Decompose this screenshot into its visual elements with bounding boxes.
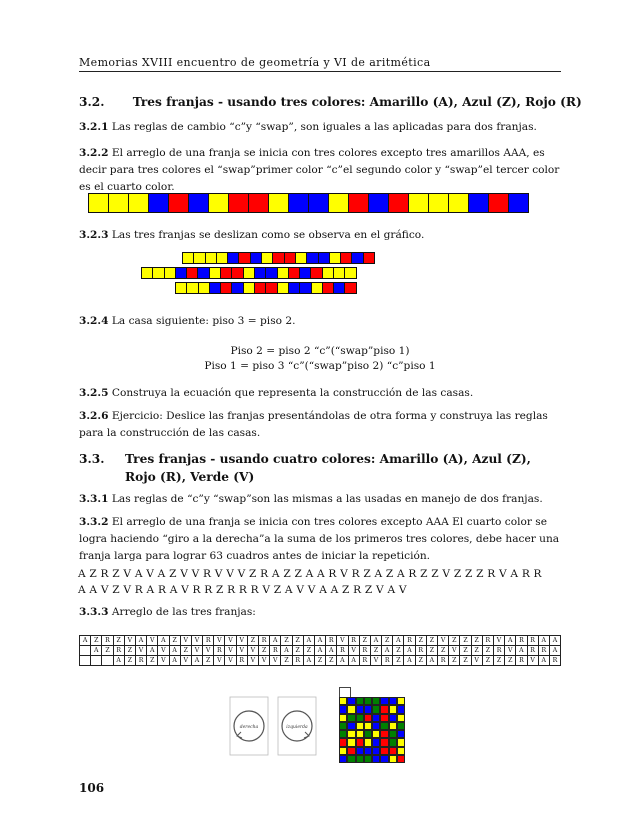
- table-cell: A: [505, 636, 516, 646]
- strip-cell: [228, 193, 249, 213]
- table-cell: A: [303, 656, 314, 666]
- grid-cell: [389, 747, 397, 755]
- grid-cell: [356, 730, 364, 738]
- grid-cell: [372, 714, 380, 722]
- table-cell: R: [549, 656, 560, 666]
- table-cell: V: [236, 646, 247, 656]
- table-cell: Z: [203, 656, 214, 666]
- table-cell: Z: [382, 636, 393, 646]
- grid-cell: [397, 755, 405, 763]
- grid-cell: [397, 697, 405, 705]
- grid-cell: [339, 697, 347, 705]
- paragraph-text: El arreglo de una franja se inicia con tres colores excepto AAA El cuarto color se logra haciendo “giro a la derecha”a la suma de los primeros tres colores, debe hacer una franja larga para lograr 63 cuadros antes de iniciar la repetición.: [79, 516, 560, 562]
- table-cell: V: [259, 656, 270, 666]
- table-cell: V: [236, 636, 247, 646]
- equation-2: Piso 1 = piso 3 “c”(“swap”piso 2) “c”piso 1: [204, 360, 436, 372]
- table-cell: R: [135, 656, 146, 666]
- table-cell: V: [158, 646, 169, 656]
- grid-cell: [364, 755, 372, 763]
- table-cell: Z: [449, 636, 460, 646]
- table-cell: A: [270, 636, 281, 646]
- grid-cell: [347, 697, 355, 705]
- table-cell: Z: [281, 656, 292, 666]
- table-cell: V: [270, 656, 281, 666]
- table-cell: Z: [505, 656, 516, 666]
- table-cell: V: [438, 636, 449, 646]
- table-cell: [80, 656, 91, 666]
- grid-cell: [339, 730, 347, 738]
- strip-cell: [88, 193, 109, 213]
- paragraph-3-2-6: [79, 408, 561, 442]
- paragraph-3-2-5: [79, 385, 561, 402]
- table-cell: R: [527, 646, 538, 656]
- table-cell: R: [214, 646, 225, 656]
- table-cell: R: [236, 656, 247, 666]
- strip-cell: [128, 193, 149, 213]
- grid-cell: [389, 730, 397, 738]
- paragraph-number: 3.2.5: [79, 387, 109, 399]
- grid-cell: [372, 697, 380, 705]
- grid-cell: [389, 722, 397, 730]
- table-cell: Z: [449, 656, 460, 666]
- table-cell: V: [247, 646, 258, 656]
- derecha-label: derecha: [239, 725, 259, 730]
- strip-cell: [288, 193, 309, 213]
- table-cell: Z: [471, 636, 482, 646]
- table-cell: R: [326, 636, 337, 646]
- table-cell: R: [359, 656, 370, 666]
- table-cell: A: [80, 636, 91, 646]
- grid-cell: [389, 755, 397, 763]
- strip-cell: [248, 193, 269, 213]
- equation-1: Piso 2 = piso 2 “c”(“swap”piso 1): [230, 345, 410, 357]
- table-cell: R: [259, 636, 270, 646]
- table-cell: A: [281, 646, 292, 656]
- table-cell: Z: [482, 656, 493, 666]
- table-cell: A: [158, 636, 169, 646]
- table-cell: A: [113, 656, 124, 666]
- grid-cell: [339, 738, 347, 746]
- grid-cell: [389, 714, 397, 722]
- table-cell: A: [314, 636, 325, 646]
- table-cell: A: [91, 646, 102, 656]
- table-cell: A: [538, 636, 549, 646]
- table-cell: V: [337, 636, 348, 646]
- strip-cell: [344, 282, 356, 294]
- table-cell: A: [169, 646, 180, 656]
- strip-cell: [468, 193, 489, 213]
- paragraph-3-2-4: [79, 313, 561, 330]
- grid-cell: [356, 714, 364, 722]
- table-cell: Z: [303, 646, 314, 656]
- paragraph-text: El arreglo de una franja se inicia con tres colores excepto tres amarillos AAA, es decir para tres colores el “swap”primer color “c”el segundo color y “swap”el tercer color es el cuarto color.: [79, 147, 560, 193]
- table-cell: [102, 656, 113, 666]
- table-cell: A: [337, 656, 348, 666]
- paragraph-text: Construya la ecuación que representa la construcción de las casas.: [108, 387, 474, 399]
- section-3-3-heading: [79, 450, 559, 486]
- strip-cell: [108, 193, 129, 213]
- grid-cell: [347, 738, 355, 746]
- grid-cell: [339, 714, 347, 722]
- strip-cell: [328, 193, 349, 213]
- grid-cell: [364, 730, 372, 738]
- sliding-strip: [175, 282, 356, 294]
- table-cell: A: [404, 646, 415, 656]
- table-cell: Z: [147, 656, 158, 666]
- table-cell: A: [169, 656, 180, 666]
- rotation-diagram: [224, 685, 324, 765]
- grid-cell: [380, 755, 388, 763]
- table-cell: V: [158, 656, 169, 666]
- table-cell: Z: [415, 656, 426, 666]
- paragraph-number: 3.3.1: [79, 493, 109, 505]
- grid-cell: [372, 722, 380, 730]
- table-cell: A: [370, 636, 381, 646]
- section-title: Tres franjas - usando cuatro colores: Amarillo (A), Azul (Z), Rojo (R), Verde (V): [125, 452, 531, 484]
- grid-cell: [347, 722, 355, 730]
- grid-cell: [356, 697, 364, 705]
- table-cell: Z: [438, 646, 449, 656]
- table-cell: V: [449, 646, 460, 656]
- table-cell: A: [314, 646, 325, 656]
- table-cell: V: [180, 656, 191, 666]
- strip-cell: [428, 193, 449, 213]
- table-cell: Z: [91, 636, 102, 646]
- table-cell: Z: [292, 636, 303, 646]
- table-cell: A: [191, 656, 202, 666]
- table-cell: Z: [393, 656, 404, 666]
- table-cell: Z: [281, 636, 292, 646]
- table-cell: Z: [292, 646, 303, 656]
- table-cell: A: [135, 636, 146, 646]
- single-strip: [88, 193, 528, 213]
- grid-cell: [364, 714, 372, 722]
- table-cell: Z: [460, 646, 471, 656]
- paragraph-text: Las reglas de cambio “c”y “swap”, son iguales a las aplicadas para dos franjas.: [108, 121, 537, 133]
- paragraph-3-3-3: [79, 604, 561, 621]
- table-cell: V: [214, 656, 225, 666]
- izquierda-label: izquierda: [286, 725, 308, 730]
- table-cell: A: [382, 646, 393, 656]
- sequence-line-2: A A V Z V R A R A V R R Z R R R V Z A V V A A Z R Z V A V: [78, 584, 407, 596]
- paragraph-number: 3.2.1: [79, 121, 109, 133]
- strip-cell: [268, 193, 289, 213]
- table-cell: R: [292, 656, 303, 666]
- paragraph-3-2-1: [79, 119, 561, 136]
- table-cell: A: [147, 646, 158, 656]
- table-cell: Z: [370, 646, 381, 656]
- paragraph-text: La casa siguiente: piso 3 = piso 2.: [108, 315, 296, 327]
- grid-cell: [347, 714, 355, 722]
- grid-cell: [372, 738, 380, 746]
- table-cell: V: [203, 646, 214, 656]
- strip-cell: [188, 193, 209, 213]
- table-cell: A: [516, 646, 527, 656]
- sliding-strip: [141, 267, 356, 279]
- paragraph-number: 3.2.2: [79, 147, 109, 159]
- table-cell: V: [214, 636, 225, 646]
- table-cell: [91, 656, 102, 666]
- table-cell: Z: [247, 636, 258, 646]
- table-cell: Z: [259, 646, 270, 656]
- table-cell: R: [270, 646, 281, 656]
- grid-cell: [356, 705, 364, 713]
- table-cell: Z: [393, 646, 404, 656]
- table-row: [80, 646, 561, 656]
- paragraph-3-2-2: [79, 145, 561, 196]
- table-cell: V: [247, 656, 258, 666]
- strip-letter-table: [79, 635, 561, 666]
- table-cell: V: [191, 636, 202, 646]
- table-cell: V: [135, 646, 146, 656]
- table-cell: Z: [124, 656, 135, 666]
- table-cell: V: [370, 656, 381, 666]
- grid-cell: [347, 730, 355, 738]
- table-cell: Z: [124, 646, 135, 656]
- grid-cell: [347, 747, 355, 755]
- table-cell: A: [404, 656, 415, 666]
- table-cell: A: [549, 636, 560, 646]
- table-cell: A: [538, 656, 549, 666]
- paragraph-text: Arreglo de las tres franjas:: [108, 606, 256, 618]
- table-cell: V: [191, 646, 202, 656]
- table-cell: Z: [471, 646, 482, 656]
- table-cell: R: [438, 656, 449, 666]
- paragraph-text: Las tres franjas se deslizan como se observa en el gráfico.: [108, 229, 425, 241]
- grid-cell: [339, 722, 347, 730]
- grid-cell: [380, 747, 388, 755]
- grid-cell: [372, 747, 380, 755]
- grid-cell: [380, 738, 388, 746]
- table-cell: R: [404, 636, 415, 646]
- grid-cell: [347, 755, 355, 763]
- table-cell: R: [516, 656, 527, 666]
- grid-cell: [397, 722, 405, 730]
- grid-cell: [397, 714, 405, 722]
- strip-cell: [388, 193, 409, 213]
- section-number: 3.2.: [79, 95, 105, 109]
- table-cell: A: [303, 636, 314, 646]
- table-cell: R: [382, 656, 393, 666]
- table-cell: V: [225, 646, 236, 656]
- grid-cell: [380, 730, 388, 738]
- table-cell: Z: [326, 656, 337, 666]
- table-cell: R: [527, 636, 538, 646]
- table-cell: Z: [493, 656, 504, 666]
- section-3-2-heading: [79, 95, 582, 109]
- grid-cell: [339, 705, 347, 713]
- grid-cell: [380, 722, 388, 730]
- paragraph-3-3-2: [79, 514, 561, 565]
- paragraph-number: 3.2.6: [79, 410, 109, 422]
- table-cell: A: [326, 646, 337, 656]
- table-cell: Z: [359, 636, 370, 646]
- table-cell: R: [348, 636, 359, 646]
- table-cell: A: [393, 636, 404, 646]
- table-cell: A: [348, 656, 359, 666]
- grid-cell: [356, 747, 364, 755]
- table-cell: V: [527, 656, 538, 666]
- paragraph-number: 3.2.4: [79, 315, 109, 327]
- paragraph-number: 3.2.3: [79, 229, 109, 241]
- grid-cell: [380, 714, 388, 722]
- grid-cell: [364, 722, 372, 730]
- table-cell: Z: [426, 636, 437, 646]
- strip-cell: [208, 193, 229, 213]
- grid-cell: [389, 697, 397, 705]
- strip-cell: [348, 193, 369, 213]
- grid-cell: [356, 755, 364, 763]
- strip-cell: [308, 193, 329, 213]
- sequence-line-1: A Z R Z V A V A Z V V R V V V Z R A Z Z A A R V R Z A Z A R Z Z V Z Z Z R V A R R: [78, 568, 542, 580]
- table-cell: Z: [426, 646, 437, 656]
- table-cell: Z: [169, 636, 180, 646]
- grid-cell: [364, 705, 372, 713]
- table-cell: V: [124, 636, 135, 646]
- table-cell: R: [359, 646, 370, 656]
- table-cell: R: [538, 646, 549, 656]
- table-cell: V: [348, 646, 359, 656]
- header-rule: [79, 71, 561, 72]
- table-cell: R: [203, 636, 214, 646]
- table-cell: A: [549, 646, 560, 656]
- table-cell: V: [180, 636, 191, 646]
- strip-cell: [368, 193, 389, 213]
- paragraph-3-2-3: [79, 227, 561, 244]
- table-cell: V: [225, 656, 236, 666]
- grid-cell: [347, 705, 355, 713]
- table-cell: V: [505, 646, 516, 656]
- grid-cell: [356, 738, 364, 746]
- grid-cell: [397, 705, 405, 713]
- section-number: 3.3.: [79, 452, 105, 466]
- grid-cell: [339, 755, 347, 763]
- table-cell: Z: [460, 636, 471, 646]
- table-cell: Z: [314, 656, 325, 666]
- table-cell: R: [113, 646, 124, 656]
- table-cell: R: [102, 636, 113, 646]
- grid-cell: [389, 705, 397, 713]
- grid-cell: [372, 705, 380, 713]
- strip-cell: [363, 252, 375, 264]
- table-cell: R: [516, 636, 527, 646]
- strip-cell: [408, 193, 429, 213]
- sliding-strip: [182, 252, 374, 264]
- strip-cell: [148, 193, 169, 213]
- table-cell: Z: [415, 636, 426, 646]
- grid-cell: [397, 747, 405, 755]
- grid-cell: [364, 697, 372, 705]
- paragraph-3-3-1: [79, 491, 561, 508]
- table-row: [80, 656, 561, 666]
- table-row: [80, 636, 561, 646]
- table-cell: Z: [102, 646, 113, 656]
- section-title: Tres franjas - usando tres colores: Amarillo (A), Azul (Z), Rojo (R): [132, 95, 582, 109]
- table-cell: R: [493, 646, 504, 656]
- table-cell: V: [471, 656, 482, 666]
- grid-cell: [372, 755, 380, 763]
- strip-cell: [448, 193, 469, 213]
- table-cell: A: [426, 656, 437, 666]
- strip-cell: [344, 267, 356, 279]
- table-cell: V: [225, 636, 236, 646]
- grid-cell: [380, 697, 388, 705]
- table-cell: [80, 646, 91, 656]
- table-cell: R: [337, 646, 348, 656]
- grid-cell: [372, 730, 380, 738]
- table-cell: R: [415, 646, 426, 656]
- table-cell: Z: [113, 636, 124, 646]
- grid-cell: [389, 738, 397, 746]
- table-cell: R: [482, 636, 493, 646]
- table-cell: Z: [460, 656, 471, 666]
- strip-cell: [508, 193, 529, 213]
- grid-cell: [380, 705, 388, 713]
- grid-cell: [397, 730, 405, 738]
- paragraph-text: Ejercicio: Deslice las franjas presentándolas de otra forma y construya las reglas para la construcción de las casas.: [79, 410, 548, 439]
- paragraph-number: 3.3.3: [79, 606, 109, 618]
- page-number: 106: [79, 781, 105, 795]
- grid-cell: [364, 747, 372, 755]
- paragraph-text: Las reglas de “c”y “swap”son las mismas a las usadas en manejo de dos franjas.: [108, 493, 543, 505]
- paragraph-number: 3.3.2: [79, 516, 109, 528]
- table-cell: Z: [482, 646, 493, 656]
- grid-cell: [356, 722, 364, 730]
- strip-cell: [168, 193, 189, 213]
- grid-cell: [397, 738, 405, 746]
- grid-cell: [339, 747, 347, 755]
- running-header: Memorias XVIII encuentro de geometría y VI de aritmética: [79, 56, 431, 69]
- color-grid: [339, 697, 405, 763]
- table-cell: Z: [180, 646, 191, 656]
- table-cell: V: [493, 636, 504, 646]
- strip-cell: [488, 193, 509, 213]
- table-cell: V: [147, 636, 158, 646]
- grid-cell: [364, 738, 372, 746]
